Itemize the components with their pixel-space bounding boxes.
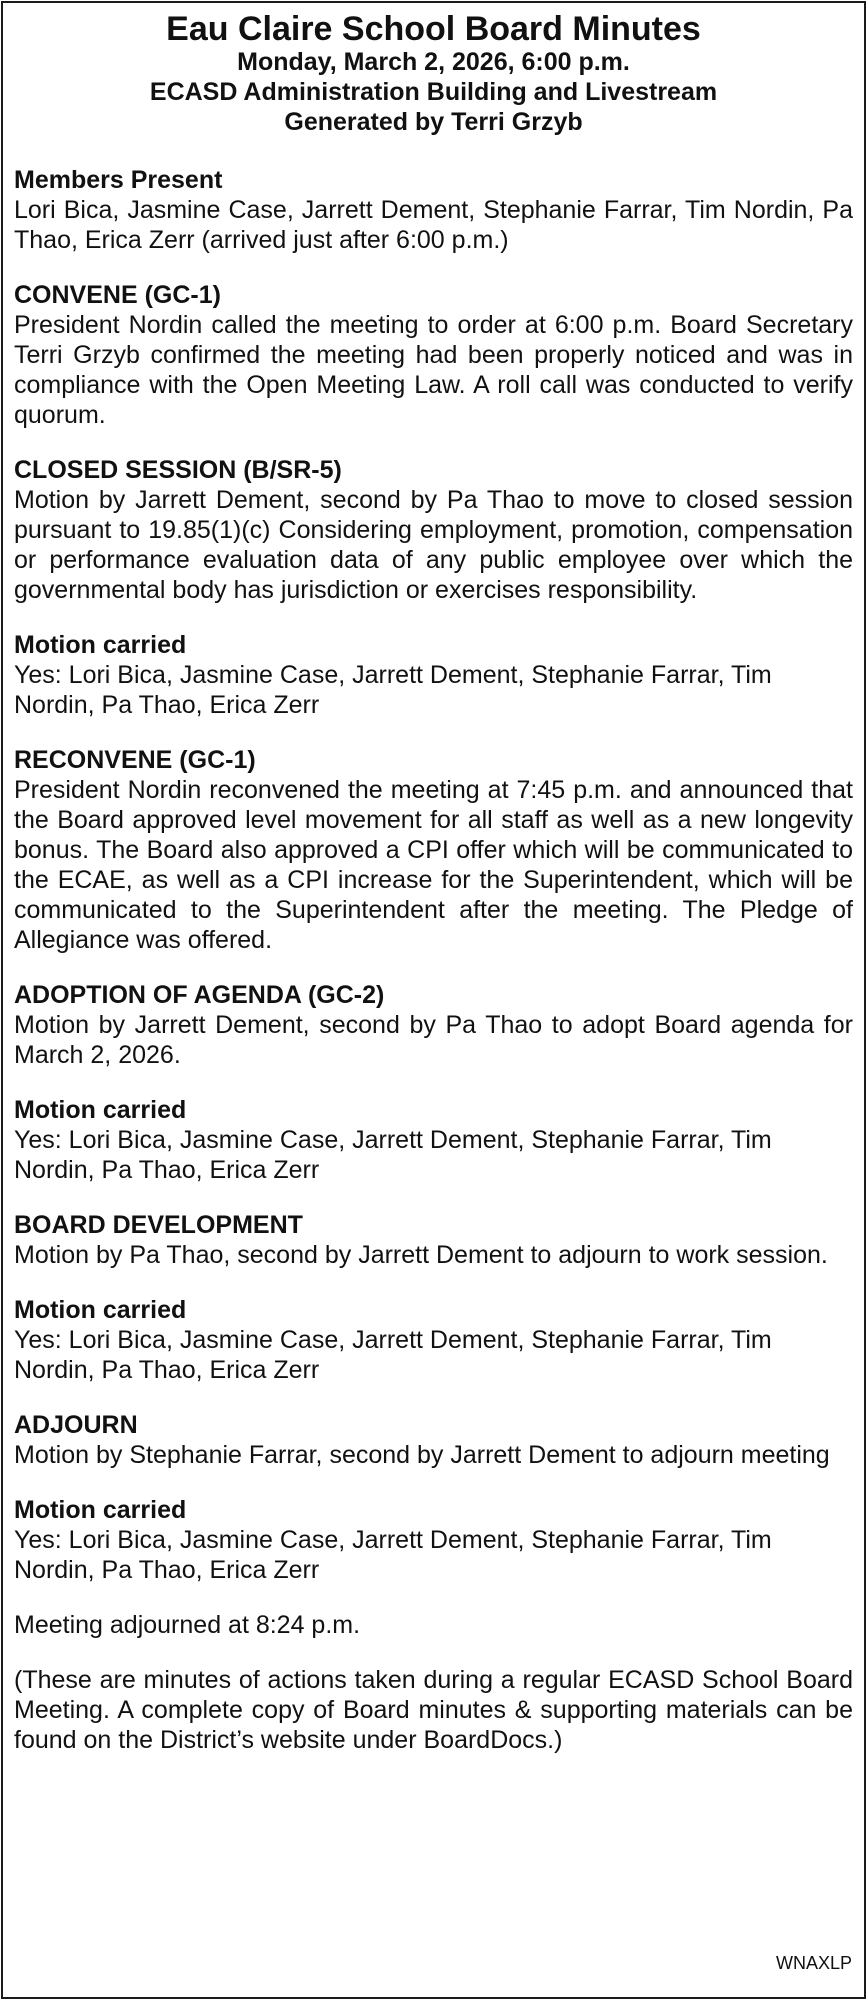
section-heading: RECONVENE (GC-1) <box>14 746 256 774</box>
section-heading: ADJOURN <box>14 1411 138 1439</box>
section-heading: Motion carried <box>14 631 187 659</box>
section-text: President Nordin called the meeting to order at 6:00 p.m. Board Secretary Terri Grzyb confirmed the meeting had been properly noticed and was in compliance with the Open Meeting Law. A roll call was conducted to verify quorum. <box>14 311 853 429</box>
section-text: Motion by Stephanie Farrar, second by Jarrett Dement to adjourn meeting <box>14 1441 830 1469</box>
vote-record: Yes: Lori Bica, Jasmine Case, Jarrett Dement, Stephanie Farrar, Tim Nordin, Pa Thao, Erica Zerr <box>14 1126 772 1184</box>
ad-code: WNAXLP <box>775 1953 852 1973</box>
motion-carried-section <box>14 1295 853 1385</box>
section-text: Motion by Jarrett Dement, second by Pa Thao to adopt Board agenda for March 2, 2026. <box>14 1011 853 1069</box>
footnote-section <box>14 1665 853 1755</box>
generated-by: Generated by Terri Grzyb <box>284 108 583 136</box>
section-text: Lori Bica, Jasmine Case, Jarrett Dement, Stephanie Farrar, Tim Nordin, Pa Thao, Erica Zerr (arrived just after 6:00 p.m.) <box>14 196 853 254</box>
meeting-date: Monday, March 2, 2026, 6:00 p.m. <box>237 48 630 76</box>
section-heading: Motion carried <box>14 1296 187 1324</box>
section-text: President Nordin reconvened the meeting at 7:45 p.m. and announced that the Board approved level movement for all staff as well as a new longevity bonus. The Board also approved a CPI offer which will be communicated to the ECAE, as well as a CPI increase for the Superintendent, which will be communicated to the Superintendent after the meeting. The Pledge of Allegiance was offered. <box>14 776 853 954</box>
closed-session-section <box>14 455 853 605</box>
vote-record: Yes: Lori Bica, Jasmine Case, Jarrett Dement, Stephanie Farrar, Tim Nordin, Pa Thao, Erica Zerr <box>14 1526 772 1584</box>
section-heading: Motion carried <box>14 1096 187 1124</box>
section-heading: Motion carried <box>14 1496 187 1524</box>
section-heading: CLOSED SESSION (B/SR-5) <box>14 456 342 484</box>
notice-title: Eau Claire School Board Minutes <box>166 10 701 48</box>
section-heading: BOARD DEVELOPMENT <box>14 1211 303 1239</box>
motion-carried-section <box>14 1495 853 1585</box>
adjourned-note: Meeting adjourned at 8:24 p.m. <box>14 1611 361 1639</box>
section-text: Motion by Jarrett Dement, second by Pa Thao to move to closed session pursuant to 19.85(1)(c) Considering employment, promotion, compensation or performance evaluation data of any public employee over which the governmental body has jurisdiction or exercises responsibility. <box>14 486 853 604</box>
members-present-section <box>14 165 853 255</box>
meeting-location: ECASD Administration Building and Livestream <box>149 78 718 106</box>
legal-notice <box>1 1 866 1999</box>
motion-carried-section <box>14 630 853 720</box>
adjourned-note-section <box>14 1610 853 1640</box>
section-heading: ADOPTION OF AGENDA (GC-2) <box>14 981 385 1009</box>
convene-section <box>14 280 853 430</box>
section-heading: Members Present <box>14 166 223 194</box>
footnote: (These are minutes of actions taken during a regular ECASD School Board Meeting. A complete copy of Board minutes & supporting materials can be found on the District’s website under BoardDocs.) <box>14 1666 853 1754</box>
section-heading: CONVENE (GC-1) <box>14 281 221 309</box>
adjourn-section <box>14 1410 853 1470</box>
adoption-of-agenda-section <box>14 980 853 1070</box>
reconvene-section <box>14 745 853 955</box>
motion-carried-section <box>14 1095 853 1185</box>
section-text: Motion by Pa Thao, second by Jarrett Dement to adjourn to work session. <box>14 1241 828 1269</box>
board-development-section <box>14 1210 853 1270</box>
notice-header <box>14 11 853 137</box>
vote-record: Yes: Lori Bica, Jasmine Case, Jarrett Dement, Stephanie Farrar, Tim Nordin, Pa Thao, Erica Zerr <box>14 1326 772 1384</box>
vote-record: Yes: Lori Bica, Jasmine Case, Jarrett Dement, Stephanie Farrar, Tim Nordin, Pa Thao, Erica Zerr <box>14 661 772 719</box>
